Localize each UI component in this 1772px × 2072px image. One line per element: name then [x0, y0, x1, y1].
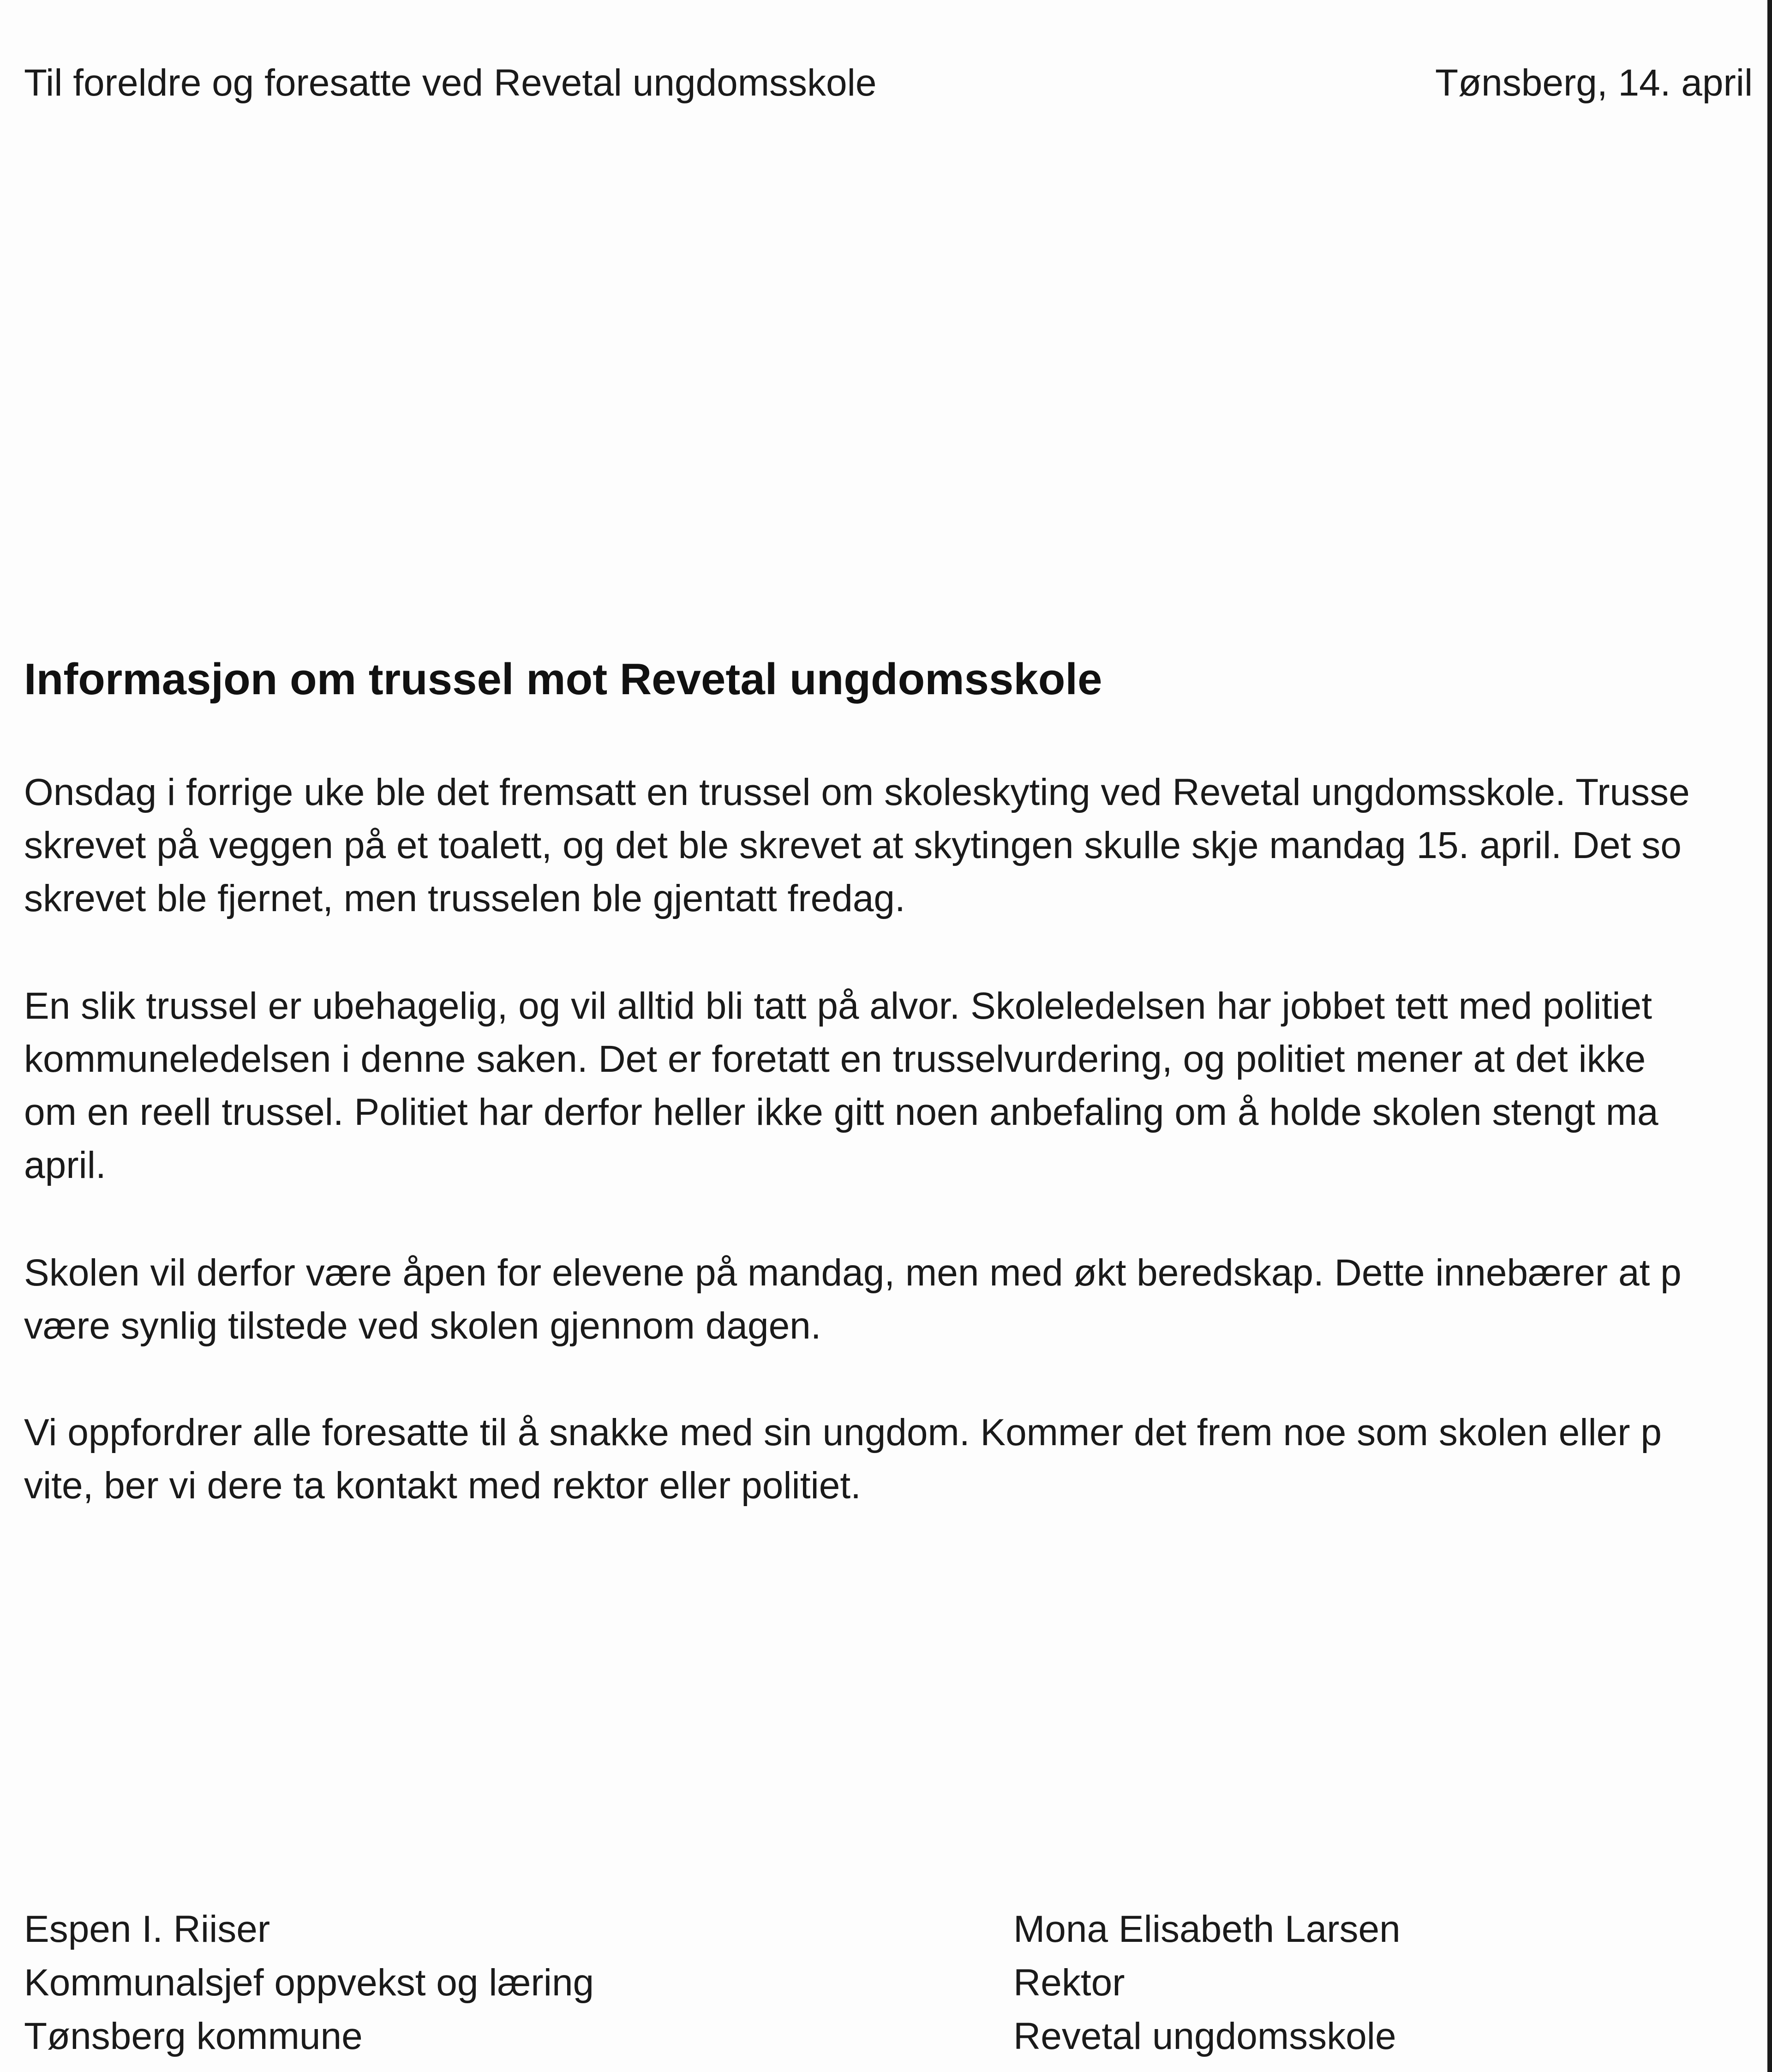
- signer-role: Rektor: [1013, 1962, 1125, 2004]
- paragraph-1-line-1: Onsdag i forrige uke ble det fremsatt en trussel om skoleskyting ved Revetal ungdomsskole. Trusse: [24, 771, 1690, 813]
- recipient-line: Til foreldre og foresatte ved Revetal ungdomsskole: [24, 62, 877, 104]
- signer-name: Mona Elisabeth Larsen: [1013, 1908, 1401, 1950]
- paragraph-1-line-2: skrevet på veggen på et toalett, og det ble skrevet at skytingen skulle skje mandag 15. april. Det so: [24, 824, 1682, 866]
- paragraph-2-line-4: april.: [24, 1144, 106, 1186]
- signer-organization: Revetal ungdomsskole: [1013, 2015, 1396, 2057]
- paragraph-4-line-1: Vi oppfordrer alle foresatte til å snakke med sin ungdom. Kommer det frem noe som skolen eller p: [24, 1411, 1662, 1453]
- paragraph-3-line-2: være synlig tilstede ved skolen gjennom dagen.: [24, 1305, 821, 1347]
- paragraph-2-line-2: kommuneledelsen i denne saken. Det er foretatt en trusselvurdering, og politiet mener at det ikke: [24, 1038, 1646, 1080]
- paragraph-4-line-2: vite, ber vi dere ta kontakt med rektor eller politiet.: [24, 1465, 861, 1507]
- page-edge-divider: [1767, 0, 1772, 2072]
- paragraph-1-line-3: skrevet ble fjernet, men trusselen ble gjentatt fredag.: [24, 877, 905, 919]
- paragraph-2-line-3: om en reell trussel. Politiet har derfor heller ikke gitt noen anbefaling om å holde skolen stengt ma: [24, 1091, 1658, 1133]
- paragraph-3-line-1: Skolen vil derfor være åpen for elevene på mandag, men med økt beredskap. Dette innebærer at p: [24, 1252, 1682, 1294]
- signature-block-left: [24, 1903, 594, 2063]
- letter-title: Informasjon om trussel mot Revetal ungdomsskole: [24, 655, 1102, 704]
- place-date: Tønsberg, 14. april: [1435, 62, 1753, 104]
- signer-role: Kommunalsjef oppvekst og læring: [24, 1962, 594, 2004]
- signer-name: Espen I. Riiser: [24, 1908, 270, 1950]
- signer-organization: Tønsberg kommune: [24, 2015, 363, 2057]
- paragraph-2-line-1: En slik trussel er ubehagelig, og vil alltid bli tatt på alvor. Skoleledelsen har jobbet tett med politiet: [24, 985, 1652, 1027]
- signature-block-right: [1013, 1903, 1401, 2063]
